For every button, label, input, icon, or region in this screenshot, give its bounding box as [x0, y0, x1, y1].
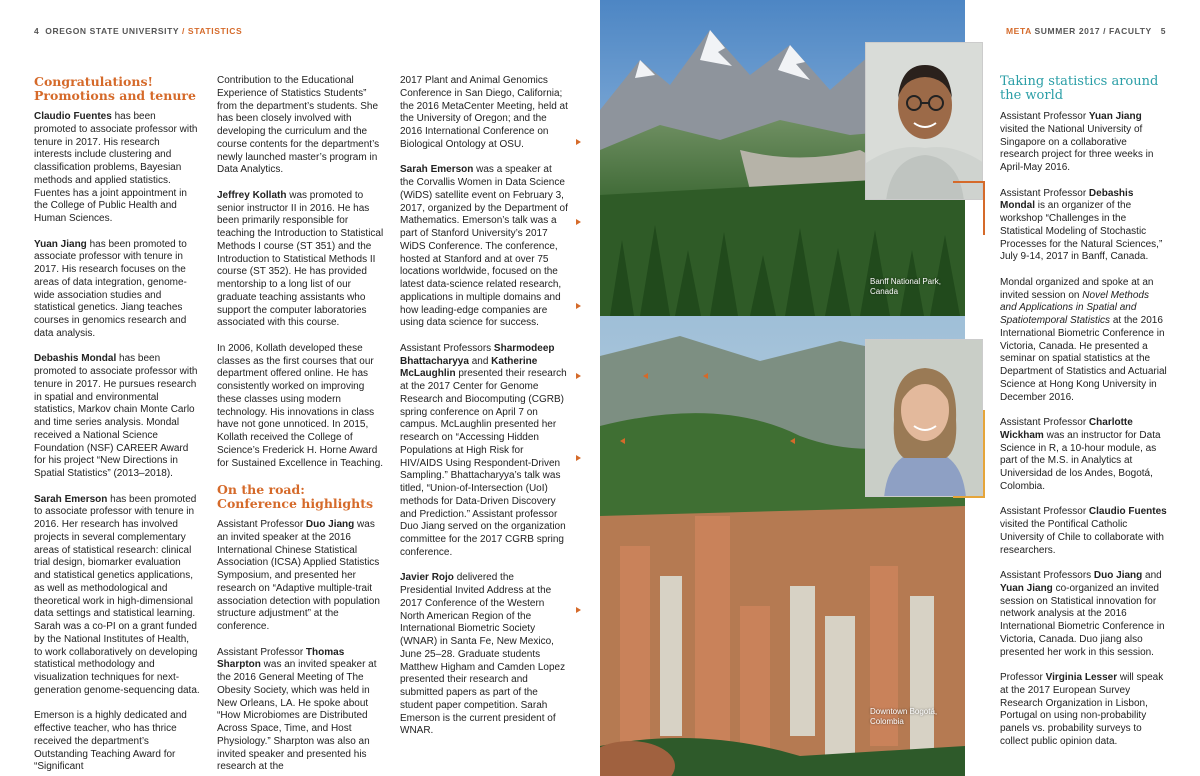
folio-page-number-right: 5: [1160, 26, 1167, 36]
paragraph: Sarah Emerson has been promoted to associate professor with tenure in 2016. Her research has involved projects in several complementary areas of statistical research: clinical trial design, biomarker evaluation and statistical genetics applications, as well as methodological and theoretical work in high-dimensional data settings and statistical learning. Sarah was a co-PI on a grant funded by the National Institutes of Health, to work collaboratively on developing statistical methodology and visualization techniques for next-generation genome-sequencing data.: [34, 493, 200, 696]
folio-org: OREGON STATE UNIVERSITY: [45, 26, 180, 36]
paragraph: Assistant Professor Debashis Mondal is an organizer of the workshop “Challenges in the Statistical Modeling of Stochastic Processes for the Natural Sciences,” July 9-14, 2017 in Banff, Canada.: [1000, 187, 1163, 263]
heading-promotions: Congratulations! Promotions and tenure: [34, 74, 196, 103]
paragraph: Yuan Jiang has been promoted to associate professor with tenure in 2017. His research focuses on the areas of data integration, genome-wide association studies and statistical genetics. Jiang teaches courses in genomics research and data analysis.: [34, 238, 187, 339]
paragraph: Debashis Mondal has been promoted to associate professor with tenure in 2017. He pursues research in spatial and environmental statistics, Markov chain Monte Carlo and time series analysis. Mondal received a National Science Foundation (NSF) CAREER Award for his project “New Directions in Spatial Statistics” (2013–2018).: [34, 353, 198, 479]
portrait-woman: [865, 339, 983, 497]
paragraph: Assistant Professor Yuan Jiang visited the National University of Singapore on a collaborative research project for three weeks in April-May 2016.: [1000, 111, 1154, 173]
paragraph: Assistant Professors Duo Jiang and Yuan Jiang co-organized an invited session on Statistical innovation for network analysis at the 2016 International Biometric Conference in Victoria, Canada. Duo jiang also presented her work in this session.: [1000, 570, 1165, 658]
paragraph: Sarah Emerson was a speaker at the Corvallis Women in Data Science (WiDS) satellite event on February 3, 2017, organized by the Department of Mathematics. Emerson’s talk was a part of Stanford University’s 2017 WiDS Conference. The conference, hosted at Stanford and at over 75 locations worldwide, focused on the latest data-science related research, applications in multiple domains and how leading-edge companies are using data science for success.: [400, 164, 568, 329]
paragraph: Javier Rojo delivered the Presidential Invited Address at the 2017 Conference of the Western North American Region of the International Biometric Society (WNAR) in Santa Fe, New Mexico, June 25–28. Graduate students Matthew Higham and Camden Lopez presented their research and submitted papers as part of the student paper competition. Sarah Emerson is the current president of WNAR.: [400, 572, 566, 737]
folio-page-number: 4: [34, 26, 40, 36]
heading-conference: On the road: Conference highlights: [217, 482, 374, 511]
location-arrow-icon: [620, 438, 625, 444]
column-1: [34, 75, 200, 776]
paragraph: Professor Virginia Lesser will speak at the 2017 European Survey Research Organization in Lisbon, Portugal on using non-probability panels vs. probability surveys to collect public opinion data.: [1000, 672, 1164, 747]
location-arrow-icon: [576, 455, 581, 461]
bogota-caption: Downtown Bogotá, Colombia: [870, 707, 938, 726]
paragraph: Emerson is a highly dedicated and effective teacher, who has thrice received the department’s Outstanding Teaching Award for “Significant: [34, 710, 187, 773]
location-arrow-icon: [576, 303, 581, 309]
paragraph: Contribution to the Educational Experience of Statistics Students” from the department’s students. She has been closely involved with developing the curriculum and the course contents for the department’s newly launched master’s program in Data Analytics.: [217, 75, 380, 176]
heading-around-world: Taking statistics around the world: [1000, 74, 1159, 103]
paragraph: Assistant Professor Thomas Sharpton was an invited speaker at the 2016 General Meeting of The Obesity Society, which was held in New Orleans, LA. He spoke about “How Microbiomes are Distributed Across Space, Time, and Host Physiology.” Sharpton was also an invited speaker and presented his research at the: [217, 646, 377, 773]
column-2: [217, 75, 385, 776]
callout-line-wickham: [953, 496, 983, 498]
paragraph: In 2006, Kollath developed these classes as the first courses that our department offered online. He has consistently worked on improving these classes using modern technology. His innovations in class have not gone unnoticed. In 2015, Kollath received the College of Science’s Frederick H. Horne Award for Sustained Excellence in Teaching.: [217, 342, 384, 469]
column-3: [400, 75, 568, 751]
paragraph: Assistant Professors Sharmodeep Bhattacharyya and Katherine McLaughlin presented their research at the 2017 Center for Genome Research and Biocomputing (CGRB) spring conference on April 7 on campus. McLaughlin presented her research on “Accessing Hidden Populations at High Risk for HIV/AIDS Using Respondent-Driven Sampling.” Bhattacharyya’s talk was titled, “Union-of-Intersection (UoI) methods for Data-Driven Discovery and Prediction.” Assistant professor Duo Jiang served on the organization committee for the 2017 CGRB spring conference.: [400, 342, 567, 558]
paragraph: Assistant Professor Duo Jiang was an invited speaker at the 2016 International Chinese Statistical Association (ICSA) Applied Statistics Symposium, and presented her research on “Adaptive multiple-trait association detection with population structure adjustment” at the conference.: [217, 519, 380, 632]
paragraph: Claudio Fuentes has been promoted to associate professor with tenure in 2017. His research interests include clustering and classification problems, Bayesian methods and applied statistics. Fuentes has a joint appointment in the College of Public Health and Human Sciences.: [34, 111, 198, 224]
folio-sep: /: [179, 26, 188, 36]
callout-line-mondal-vertical: [983, 181, 985, 235]
location-arrow-icon: [576, 373, 581, 379]
folio-section: STATISTICS: [187, 26, 243, 36]
callout-line-mondal: [953, 181, 983, 183]
paragraph: Jeffrey Kollath was promoted to senior instructor II in 2016. He has been primarily responsible for teaching the Introduction to Statistical Methods I course (ST 351) and the Introduction to Statistical Methods II course (ST 352). He has provided mentorship to a long list of our graduate teaching assistants who support the computer laboratories associated with this course.: [217, 189, 384, 329]
location-arrow-icon: [576, 607, 581, 613]
location-arrow-icon: [576, 219, 581, 225]
location-arrow-icon: [703, 373, 708, 379]
column-4: [1000, 75, 1168, 761]
paragraph: Assistant Professor Charlotte Wickham was an instructor for Data Science in R, a 10-hour module, as part of the M.S. in Analytics at Universidad de los Andes, Bogotá, Colombia.: [1000, 417, 1161, 492]
folio-meta: META: [1006, 26, 1032, 36]
portrait-woman-image: [866, 340, 983, 497]
location-arrow-icon: [790, 438, 795, 444]
folio-right: [1006, 26, 1166, 36]
portrait-man-image: [866, 43, 983, 200]
banff-caption: Banff National Park, Canada: [870, 277, 942, 296]
location-arrow-icon: [576, 139, 581, 145]
folio-issue: SUMMER 2017 / FACULTY: [1031, 26, 1152, 36]
paragraph: Assistant Professor Claudio Fuentes visited the Pontifical Catholic University of Chile to collaborate with researchers.: [1000, 506, 1167, 556]
location-arrow-icon: [643, 373, 648, 379]
paragraph: 2017 Plant and Animal Genomics Conference in San Diego, California; the 2016 MetaCenter Meeting, held at the University of Oregon; and the 2016 International Conference on Biological Ontology at OSU.: [400, 75, 568, 150]
portrait-man: [865, 42, 983, 200]
paragraph: Mondal organized and spoke at an invited session on Novel Methods and Applications in Spatial and Spatiotemporal Statistics at the 2016 International Biometric Conference in Victoria, Canada. He presented a seminar on spatial statistics at the Department of Statistics and Actuarial Science at Hong Kong University in December 2016.: [1000, 276, 1167, 403]
callout-line-wickham-vertical: [983, 410, 985, 498]
folio-left: [34, 26, 242, 36]
